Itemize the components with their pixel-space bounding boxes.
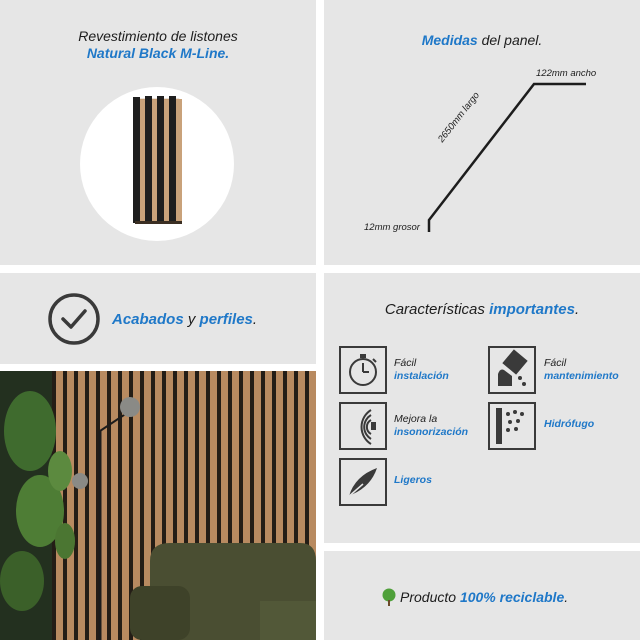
- product-title-line1: Revestimiento de listones: [78, 28, 238, 44]
- width-label: 122mm ancho: [536, 68, 597, 79]
- slat-panel-image: [80, 87, 234, 241]
- wall-slat-gap: [74, 371, 78, 640]
- feature-lightweight: Ligeros: [394, 474, 432, 486]
- recycle-text: Producto 100% reciclable.: [400, 589, 569, 605]
- feature-installation: Fácil instalación: [394, 357, 449, 382]
- room-photo-illustration: [0, 371, 316, 640]
- check-circle-icon: [46, 291, 102, 347]
- product-title: [0, 28, 316, 62]
- features-title: Características importantes.: [384, 301, 580, 318]
- product-panel: [0, 0, 316, 265]
- room-photo: [0, 371, 316, 640]
- product-image-circle: [80, 87, 234, 241]
- stopwatch-icon: [339, 346, 387, 394]
- cleaning-hand-icon: [488, 346, 536, 394]
- thickness-label: 12mm grosor: [364, 222, 420, 233]
- dimensions-panel: [324, 0, 640, 265]
- feather-icon: [339, 458, 387, 506]
- wall-slat-gap: [107, 371, 111, 640]
- product-title-line2: Natural Black M-Line.: [86, 45, 230, 61]
- features-panel: [324, 273, 640, 543]
- finishes-text: Acabados y perfiles.: [112, 311, 258, 328]
- feature-soundproofing: Mejora la insonorización: [394, 413, 469, 438]
- wall-slat-gap: [85, 371, 89, 640]
- sound-waves-icon: [339, 402, 387, 450]
- length-label: 2650mm largo: [436, 90, 483, 145]
- finishes-panel: [0, 273, 316, 364]
- tree-icon: [381, 588, 397, 606]
- recycle-panel: [324, 551, 640, 640]
- feature-waterproof: Hidrófugo: [544, 418, 595, 430]
- feature-maintenance: Fácil mantenimiento: [544, 357, 619, 382]
- water-drops-icon: [488, 402, 536, 450]
- dimensions-title: Medidas del panel.: [421, 32, 543, 48]
